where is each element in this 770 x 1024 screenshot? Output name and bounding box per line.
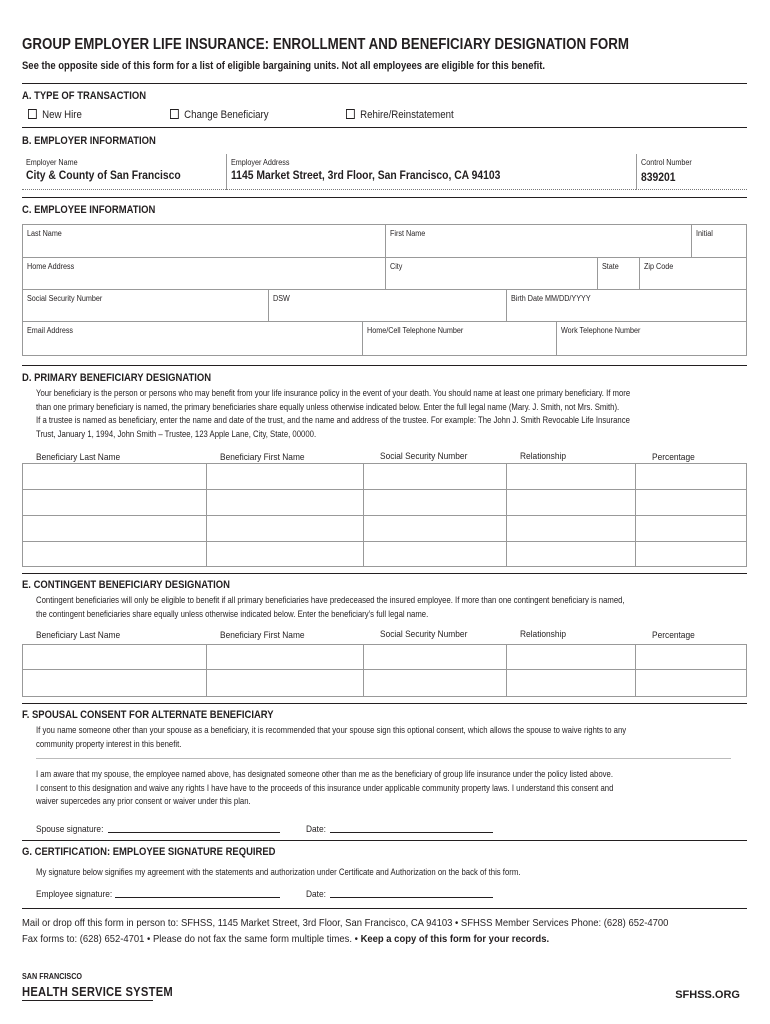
first-name-label: First Name (390, 229, 426, 238)
initial-label: Initial (696, 229, 713, 238)
divider (22, 365, 747, 366)
employer-address-label: Employer Address (231, 158, 290, 167)
table-cell[interactable] (364, 516, 507, 542)
spouse-signature-label: Spouse signature: (36, 824, 104, 835)
section-a-title: A. TYPE OF TRANSACTION (22, 90, 147, 102)
state-field[interactable] (598, 258, 640, 290)
table-cell[interactable] (207, 542, 364, 566)
city-field[interactable] (386, 258, 598, 290)
spouse-date-line[interactable] (330, 832, 493, 833)
checkbox-box[interactable] (346, 109, 355, 119)
contingent-col-relationship: Relationship (520, 629, 567, 640)
ssn-field[interactable] (23, 290, 269, 322)
checkbox-box[interactable] (170, 109, 179, 119)
work-phone-field[interactable] (557, 322, 746, 355)
primary-col-first-name: Beneficiary First Name (220, 452, 305, 463)
divider (22, 197, 747, 198)
spouse-signature-line[interactable] (108, 832, 280, 833)
primary-col-percentage: Percentage (652, 452, 695, 463)
table-cell[interactable] (364, 670, 507, 696)
checkbox-rehire[interactable]: Rehire/Reinstatement (346, 109, 454, 121)
section-f-consent: I am aware that my spouse, the employee named above, has designated someone other than me as the beneficiary of group life insurance under the policy listed above. I consent to this designation and waive any rights I have have to the proceeds of this insurance under applicable community property laws. I understand this consent and waiver supercedes any prior consent or waiver under this plan. (36, 769, 614, 806)
table-cell[interactable] (507, 490, 636, 516)
form-subtitle: See the opposite side of this form for a list of eligible bargaining units. Not all employees are eligible for this benefit. (22, 60, 546, 72)
primary-col-ssn: Social Security Number (380, 451, 468, 462)
table-cell[interactable] (207, 464, 364, 490)
divider (22, 573, 747, 574)
spouse-date-label: Date: (306, 824, 326, 835)
primary-col-last-name: Beneficiary Last Name (36, 452, 121, 463)
table-cell[interactable] (636, 490, 746, 516)
employer-address-value: 1145 Market Street, 3rd Floor, San Francisco, CA 94103 (231, 170, 501, 182)
ssn-label: Social Security Number (27, 294, 103, 303)
logo-small-text: SAN FRANCISCO (22, 972, 83, 981)
table-cell[interactable] (507, 645, 636, 670)
table-cell[interactable] (636, 516, 746, 542)
section-e-title: E. CONTINGENT BENEFICIARY DESIGNATION (22, 579, 230, 591)
section-d-title: D. PRIMARY BENEFICIARY DESIGNATION (22, 372, 212, 384)
table-cell[interactable] (507, 670, 636, 696)
form-title: GROUP EMPLOYER LIFE INSURANCE: ENROLLMENT AND BENEFICIARY DESIGNATION FORM (22, 36, 630, 53)
control-number-value: 839201 (641, 172, 676, 184)
contingent-col-percentage: Percentage (652, 630, 695, 641)
first-name-field[interactable] (386, 225, 692, 258)
primary-beneficiary-table (22, 463, 747, 567)
section-c-title: C. EMPLOYEE INFORMATION (22, 204, 156, 216)
dsw-label: DSW (273, 294, 290, 303)
section-b-title: B. EMPLOYER INFORMATION (22, 135, 156, 147)
table-cell[interactable] (207, 490, 364, 516)
table-cell[interactable] (23, 542, 207, 566)
state-label: State (602, 262, 619, 271)
primary-col-relationship: Relationship (520, 451, 567, 462)
footer-fax-line: Fax forms to: (628) 652-4701 • Please do not fax the same form multiple times. • Keep a copy of this form for your records. (22, 933, 550, 945)
birth-date-field[interactable] (507, 290, 746, 322)
email-field[interactable] (23, 322, 363, 355)
table-cell[interactable] (207, 516, 364, 542)
initial-field[interactable] (692, 225, 746, 258)
divider (22, 703, 747, 704)
control-number-label: Control Number (641, 158, 692, 167)
table-cell[interactable] (207, 645, 364, 670)
city-label: City (390, 262, 403, 271)
section-d-text: Your beneficiary is the person or persons who may benefit from your life insurance policy in the event of your death. You should name at least one primary beneficiary. If more than one primary beneficiary is named, the primary beneficiaries share equally unless otherwise indicated below. Enter the full legal name (Mary. J. Smith, not Mrs. Smith). If a trustee is named as beneficiary, enter the name and date of the trust, and the name and address of the trustee. For example: The John J. Smith Revocable Life Insurance Trust, January 1, 1994, John Smith – Trustee, 123 Apple Lane, City, State, 00000. (36, 388, 631, 439)
divider (22, 83, 747, 84)
table-cell[interactable] (23, 516, 207, 542)
table-cell[interactable] (507, 464, 636, 490)
employer-address-field[interactable] (226, 154, 636, 190)
dsw-field[interactable] (269, 290, 507, 322)
employer-name-value: City & County of San Francisco (26, 170, 181, 182)
employer-name-field[interactable] (22, 154, 226, 190)
section-g-text: My signature below signifies my agreement with the statements and authorization under Certificate and Authorization on the back of this form. (36, 867, 521, 877)
divider (22, 127, 747, 128)
table-cell[interactable] (364, 490, 507, 516)
table-cell[interactable] (636, 542, 746, 566)
contingent-col-first-name: Beneficiary First Name (220, 630, 305, 641)
contingent-col-ssn: Social Security Number (380, 629, 468, 640)
table-cell[interactable] (636, 645, 746, 670)
section-f-intro: If you name someone other than your spouse as a beneficiary, it is recommended that your spouse sign this optional consent, which allows the spouse to waive rights to any community property interest in this benefit. (36, 725, 627, 749)
table-cell[interactable] (507, 516, 636, 542)
home-phone-field[interactable] (363, 322, 557, 355)
table-cell[interactable] (23, 670, 207, 696)
home-phone-label: Home/Cell Telephone Number (367, 326, 464, 335)
contingent-col-last-name: Beneficiary Last Name (36, 630, 121, 641)
last-name-field[interactable] (23, 225, 386, 258)
home-address-field[interactable] (23, 258, 386, 290)
email-label: Email Address (27, 326, 74, 335)
divider (22, 908, 747, 909)
footer-mail-line: Mail or drop off this form in person to: SFHSS, 1145 Market Street, 3rd Floor, San Francisco, CA 94103 • SFHSS Member Services Phone: (628) 652-4700 (22, 917, 669, 929)
logo-underline (22, 1000, 153, 1001)
table-cell[interactable] (207, 670, 364, 696)
contingent-beneficiary-table (22, 644, 747, 697)
home-address-label: Home Address (27, 262, 75, 271)
website-link[interactable]: SFHSS.ORG (675, 989, 740, 1001)
zip-label: Zip Code (644, 262, 674, 271)
table-cell[interactable] (23, 464, 207, 490)
last-name-label: Last Name (27, 229, 62, 238)
section-g-title: G. CERTIFICATION: EMPLOYEE SIGNATURE REQUIRED (22, 846, 276, 858)
employee-date-line[interactable] (330, 897, 493, 898)
zip-field[interactable] (640, 258, 746, 290)
table-cell[interactable] (364, 542, 507, 566)
table-cell[interactable] (507, 542, 636, 566)
work-phone-label: Work Telephone Number (561, 326, 641, 335)
table-cell[interactable] (23, 645, 207, 670)
checkbox-box[interactable] (28, 109, 37, 119)
employee-info-grid (22, 224, 747, 356)
employee-signature-label: Employee signature: (36, 889, 113, 900)
checkbox-new-hire[interactable]: New Hire (28, 109, 82, 121)
table-cell[interactable] (636, 464, 746, 490)
divider (22, 840, 747, 841)
section-f-title: F. SPOUSAL CONSENT FOR ALTERNATE BENEFICIARY (22, 709, 274, 721)
logo-large-text: HEALTH SERVICE SYSTEM (22, 984, 173, 999)
employee-date-label: Date: (306, 889, 326, 900)
divider (36, 758, 731, 759)
table-cell[interactable] (636, 670, 746, 696)
birth-date-label: Birth Date MM/DD/YYYY (511, 294, 591, 303)
employer-name-label: Employer Name (26, 158, 78, 167)
employee-signature-line[interactable] (115, 897, 280, 898)
table-cell[interactable] (23, 490, 207, 516)
table-cell[interactable] (364, 645, 507, 670)
section-e-text: Contingent beneficiaries will only be eligible to benefit if all primary beneficiaries have predeceased the insured employee. If more than one contingent beneficiary is named, the contingent beneficiaries share equally unless otherwise indicated below. Enter the beneficiary’s full legal name. (36, 595, 625, 619)
checkbox-change-beneficiary[interactable]: Change Beneficiary (170, 109, 269, 121)
table-cell[interactable] (364, 464, 507, 490)
control-number-field[interactable] (636, 154, 747, 190)
